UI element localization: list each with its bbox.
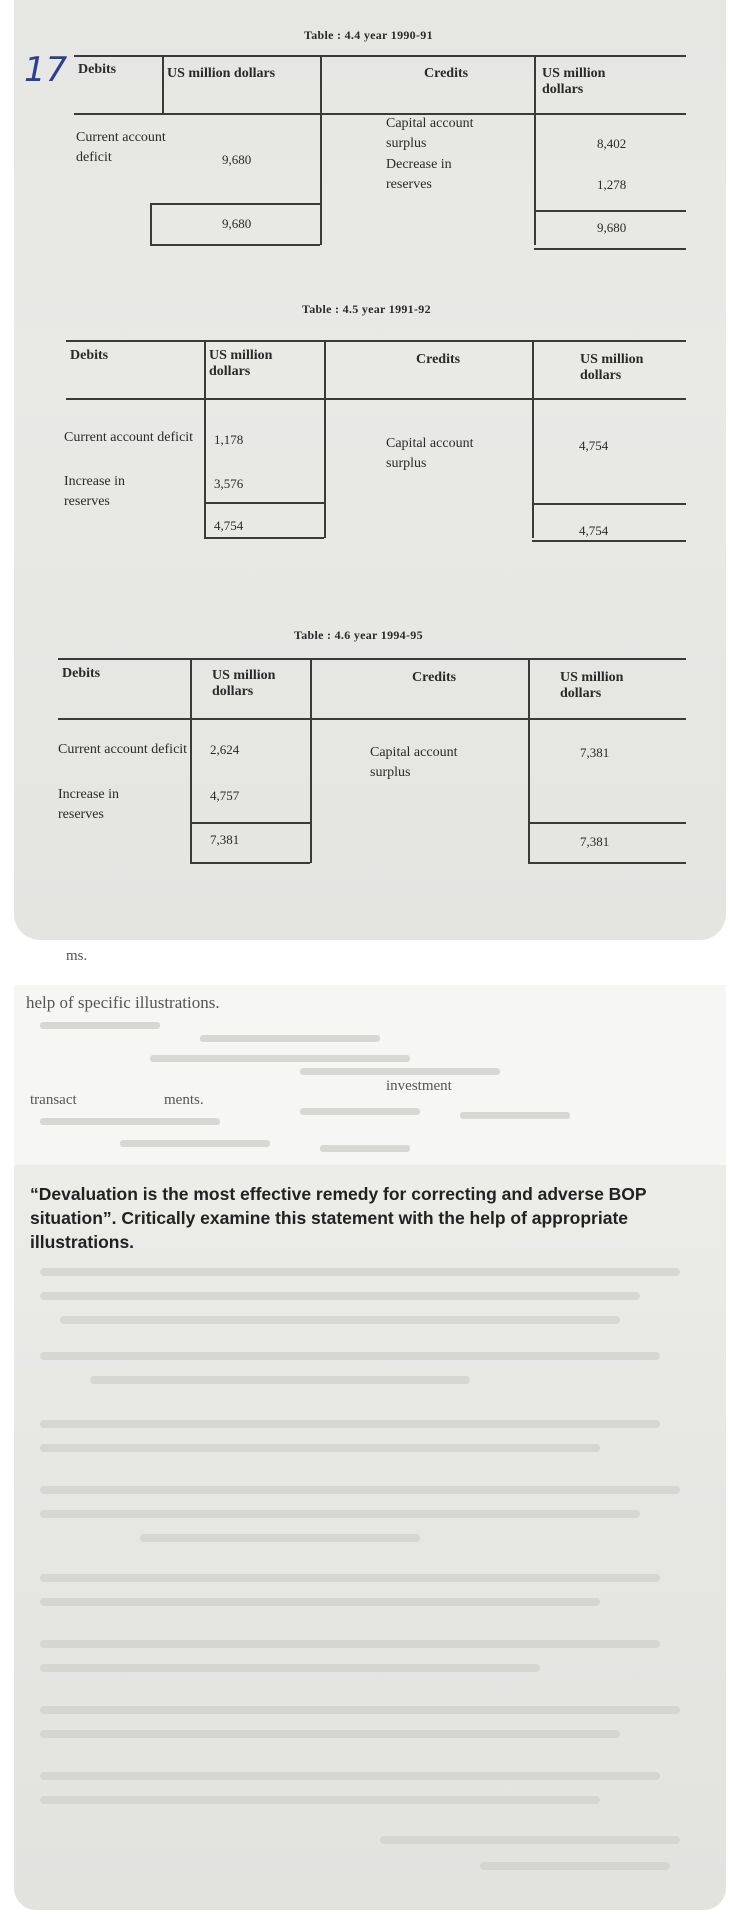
credit-item: Capital account surplus [386, 116, 474, 151]
credit-item: Capital account surplus [370, 745, 458, 780]
book-page-photo-tables [14, 0, 726, 940]
header-debits: Debits [70, 348, 109, 363]
debit-value: 9,680 [222, 152, 252, 167]
credit-value: 4,754 [579, 438, 609, 453]
credit-total: 7,381 [580, 834, 610, 849]
credit-value: 1,278 [597, 177, 627, 192]
header-debit-units: US million dollars [209, 348, 273, 379]
debit-item: Current account deficit [76, 130, 166, 165]
debit-total: 7,381 [210, 832, 240, 847]
table-caption: Table : 4.5 year 1991-92 [302, 302, 431, 316]
question-text: “Devaluation is the most effective remedy for correcting and adverse BOP situation”. Critically examine this statement with the help of appropriate illustrations. [30, 1184, 647, 1252]
smudged-text: ms. [66, 948, 88, 964]
debit-total: 4,754 [214, 518, 244, 533]
credit-value: 8,402 [597, 136, 627, 151]
header-credits: Credits [416, 352, 461, 367]
header-credit-units: US million dollars [580, 352, 644, 383]
header-debit-units: US million dollars [167, 66, 276, 81]
handwritten-margin-note: 17 [24, 50, 68, 90]
smudged-text: transact [30, 1092, 77, 1108]
debit-total: 9,680 [222, 216, 252, 231]
table-caption: Table : 4.6 year 1994-95 [294, 628, 423, 642]
header-debits: Debits [78, 62, 117, 77]
credit-item: Capital account surplus [386, 436, 474, 471]
header-credits: Credits [424, 66, 469, 81]
debit-item: Increase in reserves [58, 787, 120, 822]
debit-value: 1,178 [214, 432, 244, 447]
header-credit-units: US million dollars [560, 670, 624, 701]
debit-item: Increase in reserves [64, 474, 126, 509]
debit-value: 2,624 [210, 742, 240, 757]
debit-item: Current account deficit [58, 742, 188, 757]
table-caption: Table : 4.4 year 1990-91 [304, 28, 433, 42]
credit-total: 9,680 [597, 220, 627, 235]
credit-value: 7,381 [580, 745, 610, 760]
credit-total: 4,754 [579, 523, 609, 538]
smudged-text: investment [386, 1078, 452, 1094]
debit-item: Current account deficit [64, 430, 194, 445]
header-credit-units: US million dollars [542, 66, 606, 97]
debit-value: 4,757 [210, 788, 240, 803]
debit-value: 3,576 [214, 476, 244, 491]
smudged-text: help of specific illustrations. [26, 993, 220, 1012]
smudged-text: ments. [164, 1092, 204, 1108]
credit-item: Decrease in reserves [386, 157, 452, 192]
header-debit-units: US million dollars [212, 668, 276, 699]
header-credits: Credits [412, 670, 457, 685]
header-debits: Debits [62, 666, 101, 681]
